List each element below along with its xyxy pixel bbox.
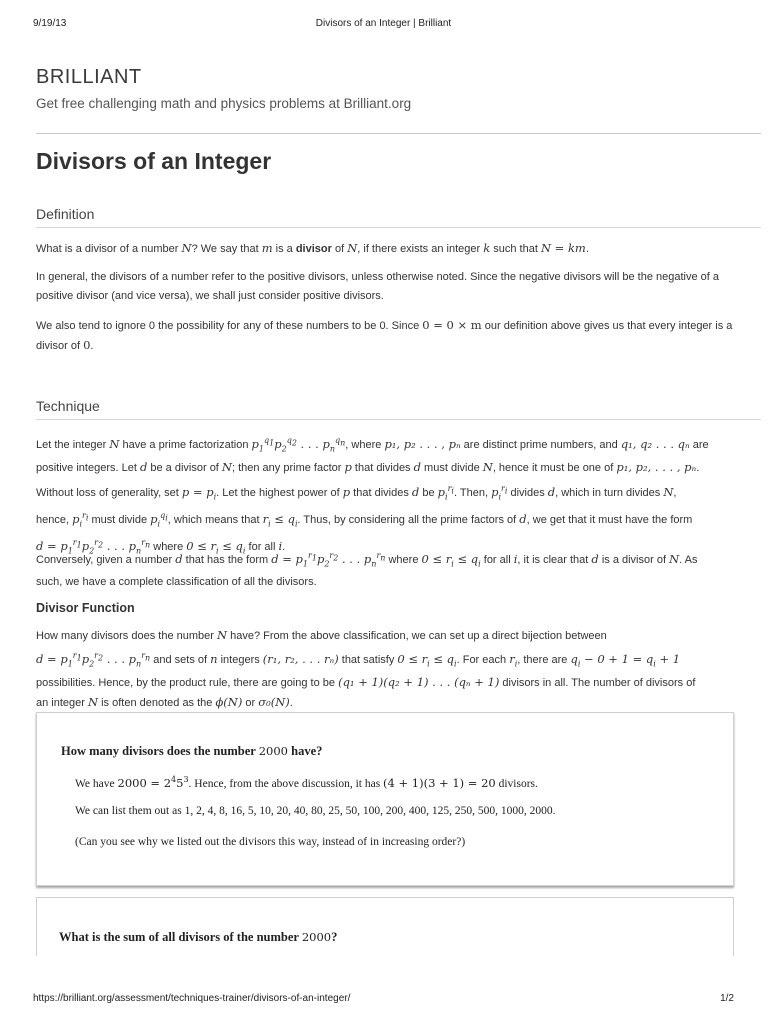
definition-heading: Definition [36, 206, 95, 222]
definition-paragraph-3: We also tend to ignore 0 the possibility for any of these numbers to be 0. Since 0 = 0 × m our definition above gives us that every integer is a divisor of 0. [36, 318, 733, 352]
site-brand[interactable]: BRILLIANT [36, 66, 142, 88]
definition-paragraph-2: In general, the divisors of a number refer to the positive divisors, unless otherwise noted. Since the negative divisors will be the negative of a positive divisor (and vice versa), we shall just consider positive divisors. [36, 271, 719, 302]
example-1-line-3: (Can you see why we listed out the divisors this way, instead of in increasing order?) [75, 836, 466, 848]
definition-divider [36, 227, 761, 228]
divisor-function-heading: Divisor Function [36, 601, 135, 615]
page-title: Divisors of an Integer [36, 148, 272, 174]
technique-divider [36, 419, 761, 420]
example-box-1 [36, 712, 734, 886]
example-2-question: What is the sum of all divisors of the number 2000? [59, 930, 338, 944]
print-header [33, 18, 734, 32]
divisor-function-paragraph: How many divisors does the number N have? From the above classification, we can set up a direct bijection between $d = p_1^{r_1}p_2^{r_2}$ . . . $p_n^{r_n}$ and sets of n integers (r₁, r₂, . . . rₙ) that satisfy $0 \le r_i \le q_i$. For each $r_i$, there are $q_i - 0 + 1 = q_i + 1$ possibilities. Hence, by the product rule, there are going to be (q₁ + 1)(q₂ + 1) . . . (qₙ + 1) divisors in all. The number of divisors of an integer N is often denoted as the ϕ(N) or σ₀(N). [36, 628, 696, 710]
technique-paragraph-3: Conversely, given a number d that has the form $d = p_1^{r_1}p_2^{r_2}$ . . . $p_n^{r_n}$ where $0 \le r_i \le q_i$ for all i, it is clear that d is a divisor of N. As such, we have a complete classification of all the divisors. [36, 551, 698, 589]
divisor-term: divisor [295, 243, 332, 255]
definition-paragraph-1: What is a divisor of a number N? We say that m is a divisor of N, if there exists an integer k such that N = km. [36, 241, 589, 255]
example-1-line-2: We can list them out as 1, 2, 4, 8, 16, 5, 10, 20, 40, 80, 25, 50, 100, 200, 400, 125, 250, 500, 1000, 2000. [75, 805, 556, 817]
technique-paragraph-2: Without loss of generality, set $p = p_i$. Let the highest power of p that divides d be $p_i^{r_i}$. Then, $p_i^{r_i}$ divides d, which in turn divides N, hence, $p_i^{r_i}$ must divide $p_i^{q_i}$, which means that $r_i \le q_i$. Thus, by considering all the prime factors of d, we get that it must have the form $d = p_1^{r_1}p_2^{r_2}$ . . . $p_n^{r_n}$ where $0 \le r_i \le q_i$ for all i. [36, 484, 693, 556]
print-url[interactable]: https://brilliant.org/assessment/techniques-trainer/divisors-of-an-integer/ [33, 993, 351, 1004]
page-cut [0, 956, 768, 986]
example-1-question: How many divisors does the number 2000 have? [61, 744, 323, 758]
print-title: Divisors of an Integer | Brilliant [315, 18, 452, 29]
print-page-number: 1/2 [720, 993, 734, 1004]
example-1-line-1: We have $2000 = 2^45^3$. Hence, from the above discussion, it has (4 + 1)(3 + 1) = 20 divisors. [75, 775, 538, 790]
print-footer [33, 993, 734, 1004]
site-tagline: Get free challenging math and physics problems at Brilliant.org [36, 96, 412, 111]
technique-heading: Technique [36, 398, 100, 414]
print-date: 9/19/13 [33, 18, 67, 29]
header-divider [36, 133, 761, 134]
technique-paragraph-1: Let the integer N have a prime factorization $p_1^{q_1}p_2^{q_2}$ . . . $p_n^{q_n}$, where p₁, p₂ . . . , pₙ are distinct prime numbers, and q₁, q₂ . . . qₙ are positive integers. Let d be a divisor of N; then any prime factor p that divides d must divide N, hence it must be one of p₁, p₂, . . . , pₙ. [36, 436, 709, 475]
